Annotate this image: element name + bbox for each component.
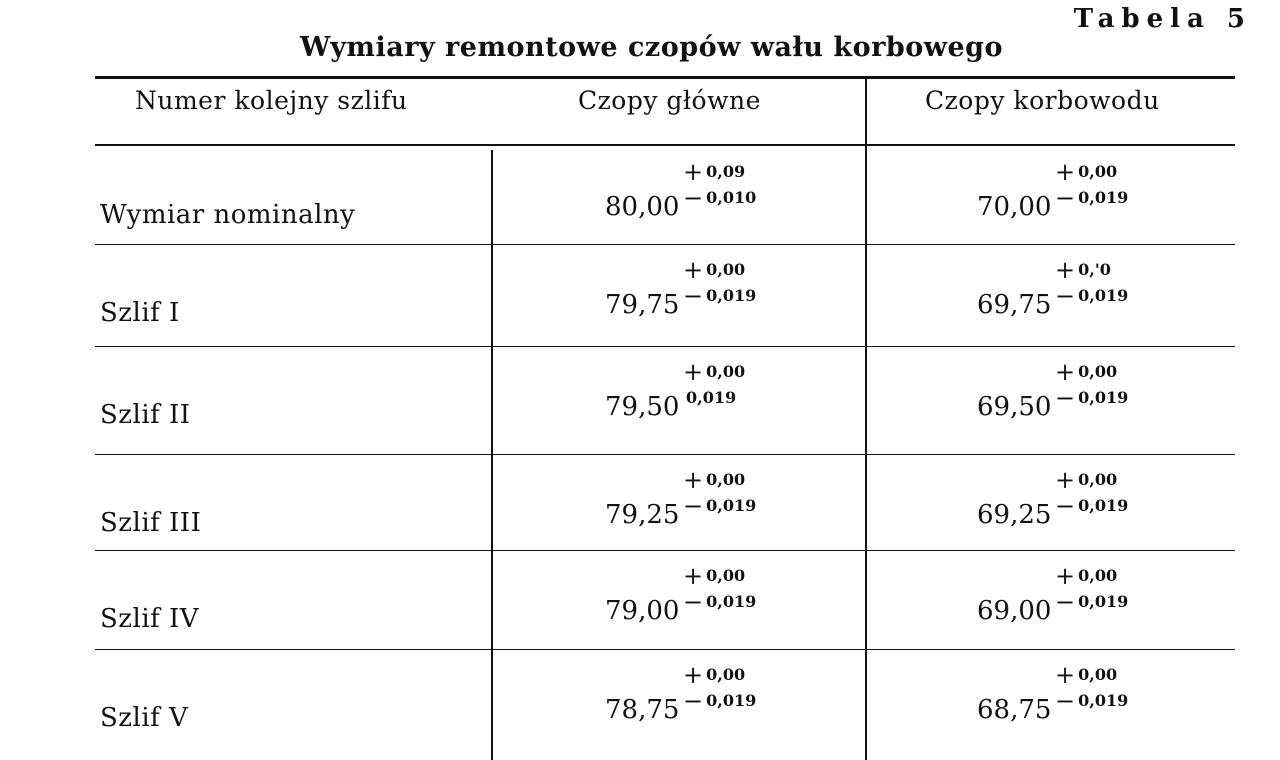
main-journal-value: 79,25 — [605, 500, 680, 530]
lower-deviation — [1055, 284, 1128, 308]
lower-value: 0,019 — [1078, 691, 1129, 710]
upper-value: 0,00 — [1078, 566, 1118, 585]
header-rule — [95, 144, 1235, 146]
main-journal-value: 79,75 — [605, 290, 680, 320]
lower-deviation — [683, 284, 756, 308]
lower-deviation — [683, 494, 756, 518]
row-separator — [95, 454, 1235, 455]
upper-deviation — [683, 468, 756, 492]
lower-value: 0,019 — [1078, 286, 1129, 305]
row-label: Wymiar nominalny — [100, 200, 356, 230]
lower-sign: − — [683, 184, 704, 212]
main-journal-tolerance — [683, 468, 756, 518]
lower-sign: − — [683, 588, 704, 616]
row-separator — [95, 550, 1235, 551]
rod-journal-value: 70,00 — [977, 192, 1052, 222]
lower-sign: − — [683, 492, 704, 520]
lower-deviation — [683, 689, 756, 713]
upper-sign: + — [1055, 256, 1076, 284]
lower-deviation — [683, 386, 745, 410]
table-number: Tabela 5 — [1073, 4, 1252, 34]
main-journal-value: 80,00 — [605, 192, 680, 222]
upper-deviation — [683, 564, 756, 588]
upper-value: 0,00 — [1078, 162, 1118, 181]
main-journal-tolerance — [683, 258, 756, 308]
rod-journal-tolerance — [1055, 258, 1128, 308]
upper-value: 0,00 — [1078, 470, 1118, 489]
column-divider-1 — [491, 150, 493, 760]
rod-journal-value: 68,75 — [977, 695, 1052, 725]
upper-value: 0,00 — [706, 362, 746, 381]
upper-deviation — [683, 160, 756, 184]
table-title: Wymiary remontowe czopów wału korbowego — [300, 32, 1004, 63]
rod-journal-tolerance — [1055, 663, 1128, 713]
upper-value: 0,00 — [706, 260, 746, 279]
lower-value: 0,019 — [1078, 188, 1129, 207]
upper-deviation — [1055, 258, 1128, 282]
upper-value: 0,'0 — [1078, 260, 1111, 279]
lower-deviation — [1055, 386, 1128, 410]
main-journal-tolerance — [683, 160, 756, 210]
lower-sign: − — [1055, 384, 1076, 412]
main-journal-tolerance — [683, 564, 756, 614]
header-main-journals: Czopy główne — [578, 86, 761, 115]
row-label: Szlif III — [100, 508, 202, 538]
upper-sign: + — [683, 466, 704, 494]
lower-sign: − — [1055, 184, 1076, 212]
upper-sign: + — [1055, 158, 1076, 186]
rod-journal-tolerance — [1055, 468, 1128, 518]
lower-value: 0,019 — [706, 592, 757, 611]
rod-journal-value: 69,00 — [977, 596, 1052, 626]
rod-journal-value: 69,25 — [977, 500, 1052, 530]
lower-deviation — [683, 186, 756, 210]
lower-sign: − — [1055, 687, 1076, 715]
upper-sign: + — [683, 256, 704, 284]
lower-sign: − — [1055, 588, 1076, 616]
upper-value: 0,00 — [706, 470, 746, 489]
header-grind-number: Numer kolejny szlifu — [135, 86, 408, 115]
upper-deviation — [683, 258, 756, 282]
row-label: Szlif IV — [100, 604, 200, 634]
upper-deviation — [1055, 564, 1128, 588]
upper-sign: + — [683, 661, 704, 689]
rod-journal-tolerance — [1055, 160, 1128, 210]
lower-sign: − — [683, 282, 704, 310]
column-divider-2 — [865, 78, 867, 760]
lower-sign: − — [1055, 282, 1076, 310]
lower-value: 0,019 — [1078, 388, 1129, 407]
upper-sign: + — [1055, 466, 1076, 494]
main-journal-value: 79,50 — [605, 392, 680, 422]
upper-deviation — [1055, 160, 1128, 184]
row-separator — [95, 649, 1235, 650]
top-rule — [95, 76, 1235, 79]
lower-value: 0,019 — [706, 286, 757, 305]
lower-value: 0,019 — [706, 496, 757, 515]
upper-deviation — [683, 663, 756, 687]
upper-value: 0,00 — [706, 566, 746, 585]
main-journal-tolerance — [683, 360, 745, 410]
lower-value: 0,010 — [706, 188, 757, 207]
rod-journal-value: 69,50 — [977, 392, 1052, 422]
row-label: Szlif V — [100, 703, 189, 733]
lower-value: 0,019 — [706, 691, 757, 710]
lower-sign: − — [683, 687, 704, 715]
upper-sign: + — [1055, 562, 1076, 590]
main-journal-value: 78,75 — [605, 695, 680, 725]
upper-sign: + — [683, 562, 704, 590]
upper-value: 0,00 — [1078, 665, 1118, 684]
row-label: Szlif I — [100, 298, 180, 328]
rod-journal-tolerance — [1055, 360, 1128, 410]
upper-sign: + — [1055, 661, 1076, 689]
main-journal-value: 79,00 — [605, 596, 680, 626]
row-label: Szlif II — [100, 400, 191, 430]
upper-value: 0,00 — [1078, 362, 1118, 381]
rod-journal-tolerance — [1055, 564, 1128, 614]
upper-deviation — [683, 360, 745, 384]
lower-deviation — [1055, 689, 1128, 713]
row-separator — [95, 346, 1235, 347]
lower-deviation — [683, 590, 756, 614]
header-rod-journals: Czopy korbowodu — [925, 86, 1160, 115]
rod-journal-value: 69,75 — [977, 290, 1052, 320]
upper-sign: + — [683, 358, 704, 386]
upper-sign: + — [683, 158, 704, 186]
upper-sign: + — [1055, 358, 1076, 386]
lower-deviation — [1055, 186, 1128, 210]
lower-value: 0,019 — [1078, 592, 1129, 611]
lower-value: 0,019 — [1078, 496, 1129, 515]
lower-deviation — [1055, 494, 1128, 518]
upper-value: 0,00 — [706, 665, 746, 684]
upper-value: 0,09 — [706, 162, 746, 181]
upper-deviation — [1055, 468, 1128, 492]
lower-value: 0,019 — [686, 388, 737, 407]
upper-deviation — [1055, 360, 1128, 384]
upper-deviation — [1055, 663, 1128, 687]
lower-deviation — [1055, 590, 1128, 614]
main-journal-tolerance — [683, 663, 756, 713]
lower-sign: − — [1055, 492, 1076, 520]
row-separator — [95, 244, 1235, 245]
